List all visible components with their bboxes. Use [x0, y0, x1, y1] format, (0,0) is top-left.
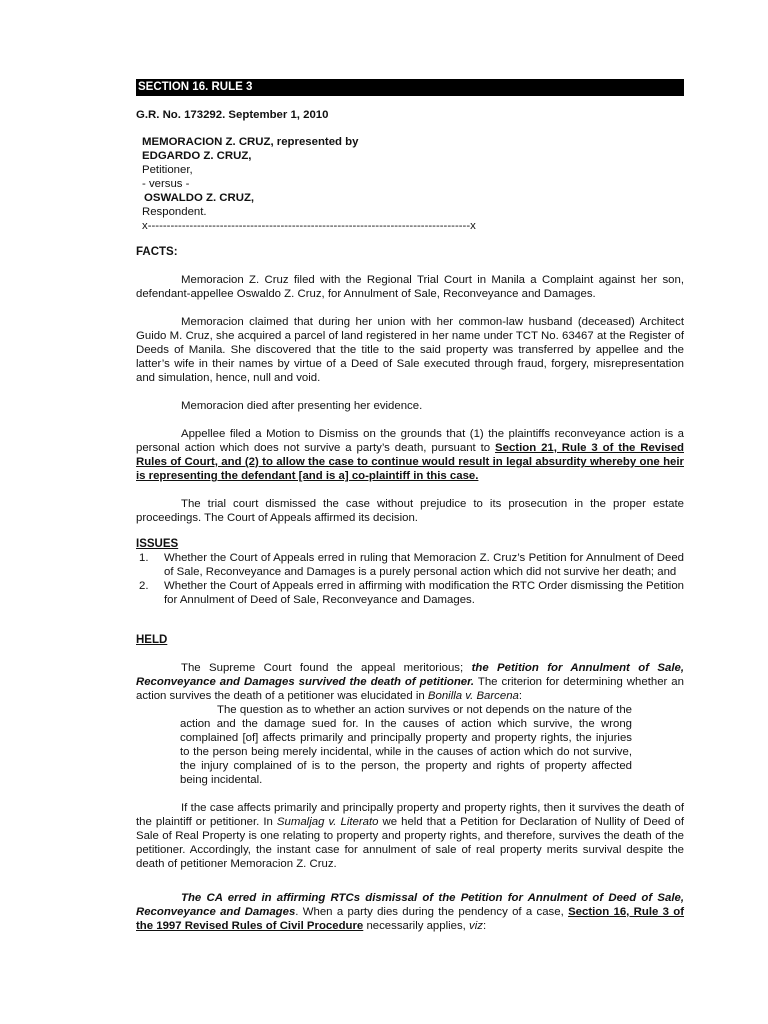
issue-text: Whether the Court of Appeals erred in affirming with modification the RTC Order dismissing the Petition for Annulment of Deed of Sale, Reconveyance and Damages. [164, 580, 684, 606]
separator-line: x-------------------------------------------------------------------------------------x [142, 220, 476, 232]
held-heading: HELD [136, 634, 168, 646]
held-p3-rule-reference: Section 16, Rule 3 of the 1997 Revised Rules of Civil Procedure [136, 906, 685, 932]
issue-number: 2. [139, 580, 149, 592]
issue-item [136, 551, 684, 579]
versus-label: - versus - [142, 178, 190, 190]
case-number: G.R. No. 173292. September 1, 2010 [136, 109, 329, 121]
held-p2-text-2: we held that a Petition for Declaration of Nullity of Deed of Sale of Real Property is one relating to property and property rights, and therefore, survives the death of the petitioner. Accordingly, the instant case for annulment of sale of real property merits survival despite the death of petitioner Memoracion Z. Cruz. [136, 816, 684, 870]
held-p2-case-citation: Sumaljag v. Literato [276, 816, 379, 828]
document-page [136, 79, 684, 933]
facts-p4-text: Appellee filed a Motion to Dismiss on the grounds that (1) the plaintiffs reconveyance action is a personal action which does not survive a party’s death, pursuant to [136, 428, 684, 454]
issues-heading: ISSUES [136, 538, 179, 550]
held-p1-ruling: the Petition for Annulment of Sale, Reconveyance and Damages survived the death of petitioner. [136, 662, 685, 688]
issue-item [136, 579, 684, 607]
quote-text: The question as to whether an action survives or not depends on the nature of the action and the damage sued for. In the causes of action which survive, the wrong complained [of] affects primarily and principally property and property rights, the injuries to the person being merely incidental, while in the causes of action which do not survive, the injury complained of is to the person, the property and rights of property affected being incidental. [180, 704, 632, 786]
block-quote [180, 703, 632, 787]
held-p2-text: If the case affects primarily and principally property and property rights, then it survives the death of the plaintiff or petitioner. In [136, 802, 684, 828]
facts-paragraph-3: Memoracion died after presenting her evidence. [181, 400, 423, 412]
case-parties [142, 135, 684, 233]
held-paragraph-1 [136, 661, 684, 703]
facts-p4-emphasis: Section 21, Rule 3 of the Revised Rules of Court, and (2) to allow the case to continue would result in legal absurdity whereby one heir is representing the defendant [and is a] co-plaintiff in this case. [136, 442, 684, 482]
held-p3-text: . When a party dies during the pendency of a case, [295, 906, 569, 918]
held-p3-colon: : [482, 920, 487, 932]
held-p1-case-citation: Bonilla v. Barcena [427, 690, 519, 702]
respondent-label: Respondent. [142, 206, 207, 218]
facts-paragraph-4 [136, 427, 684, 483]
held-p3-text-2: necessarily applies, [363, 920, 470, 932]
facts-paragraph-5: The trial court dismissed the case without prejudice to its prosecution in the proper estate proceedings. The Court of Appeals affirmed its decision. [136, 498, 684, 524]
petitioner-label: Petitioner, [142, 164, 193, 176]
issues-list [136, 551, 684, 607]
issue-number: 1. [139, 552, 149, 564]
held-paragraph-3 [136, 891, 684, 933]
section-title-bar: SECTION 16. RULE 3 [136, 79, 684, 96]
representative-name: EDGARDO Z. CRUZ, [142, 150, 252, 162]
facts-paragraph-1: Memoracion Z. Cruz filed with the Regional Trial Court in Manila a Complaint against her son, defendant-appellee Oswaldo Z. Cruz, for Annulment of Sale, Reconveyance and Damages. [136, 274, 684, 300]
held-p3-ruling: The CA erred in affirming RTCs dismissal of the Petition for Annulment of Deed of Sale, Reconveyance and Damages [136, 892, 684, 918]
issue-text: Whether the Court of Appeals erred in ruling that Memoracion Z. Cruz’s Petition for Annulment of Deed of Sale, Reconveyance and Damages is a purely personal action which did not survive her death; and [164, 552, 684, 578]
facts-heading: FACTS: [136, 246, 178, 258]
held-paragraph-2 [136, 801, 684, 871]
held-p1-text-2: The criterion for determining whether an action survives the death of a petitioner was elucidated in [136, 676, 684, 702]
held-p1-text: The Supreme Court found the appeal meritorious; [181, 662, 472, 674]
facts-paragraph-2: Memoracion claimed that during her union with her common-law husband (deceased) Architect Guido M. Cruz, she acquired a parcel of land registered in her name under TCT No. 63467 at the Register of Deeds of Manila. She discovered that the title to the said property was transferred by appellee and the latter’s wife in their names by virtue of a Deed of Sale executed through fraud, forgery, misrepresentation and simulation, hence, null and void. [136, 316, 684, 384]
petitioner-name: MEMORACION Z. CRUZ, represented by [142, 136, 359, 148]
held-p3-viz: viz [469, 920, 483, 932]
respondent-name: OSWALDO Z. CRUZ, [144, 192, 255, 204]
held-p1-colon: : [518, 690, 523, 702]
